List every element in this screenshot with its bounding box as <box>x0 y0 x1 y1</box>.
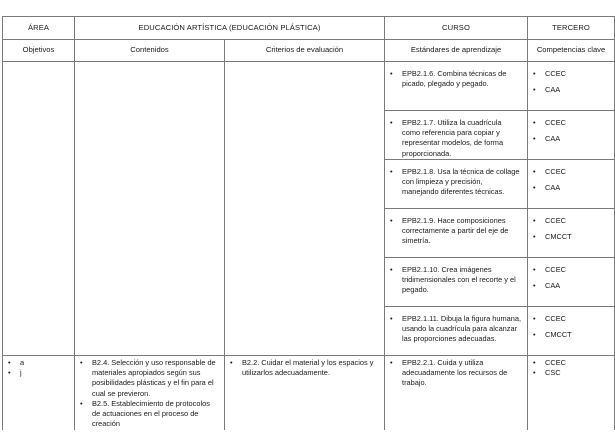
competencia-item: • CCEC <box>532 167 608 177</box>
column-header-row <box>3 40 615 62</box>
criterios-cell-empty <box>225 62 385 356</box>
competencia-item: • CCEC <box>532 265 608 275</box>
standard-text: • EPB2.1.8. Usa la técnica de collage con limpieza y precisión, manejando diferentes técnicas. <box>389 167 521 198</box>
standard-cell <box>385 111 528 160</box>
area-header: ÁREA <box>3 17 75 40</box>
contenido-item: • B2.5. Establecimiento de protocolos de actuaciones en el proceso de creación <box>79 399 218 430</box>
course-label: CURSO <box>385 17 528 40</box>
standard-text: • EPB2.1.10. Crea imágenes tridimensionales con el recorte y el pegado. <box>389 265 521 296</box>
competencia-item: • CMCCT <box>532 330 608 340</box>
curriculum-table <box>2 16 615 430</box>
contenido-item: • B2.4. Selección y uso responsable de materiales apropiados según sus posibilidades plásticas y el fin para el cual se previeron. <box>79 358 218 399</box>
competencia-item: • CCEC <box>532 358 608 368</box>
competencia-item: • CSC <box>532 368 608 378</box>
standard-cell <box>385 209 528 258</box>
criterio-cell <box>225 356 385 430</box>
competencias-cell <box>528 356 615 430</box>
column-header: Criterios de evaluación <box>225 40 385 62</box>
objetivo-item: • a <box>7 358 68 368</box>
column-header: Contenidos <box>75 40 225 62</box>
competencia-item: • CAA <box>532 134 608 144</box>
competencias-cell <box>528 307 615 356</box>
contenidos-cell <box>75 356 225 430</box>
standard-cell <box>385 62 528 111</box>
standard-text: • EPB2.1.11. Dibuja la figura humana, usando la cuadrícula para alcanzar las proporciones adecuadas. <box>389 314 521 345</box>
competencias-cell <box>528 111 615 160</box>
competencia-item: • CMCCT <box>532 232 608 242</box>
competencia-item: • CAA <box>532 281 608 291</box>
competencia-item: • CAA <box>532 183 608 193</box>
objetivos-cell <box>3 356 75 430</box>
competencias-cell <box>528 258 615 307</box>
competencia-item: • CCEC <box>532 314 608 324</box>
objetivo-item: • j <box>7 368 68 378</box>
competencias-cell <box>528 209 615 258</box>
contenidos-cell-empty <box>75 62 225 356</box>
column-header: Objetivos <box>3 40 75 62</box>
column-header: Estándares de aprendizaje <box>385 40 528 62</box>
course-value: TERCERO <box>528 17 615 40</box>
competencia-item: • CCEC <box>532 69 608 79</box>
table-row <box>3 356 615 430</box>
standard-cell <box>385 160 528 209</box>
criterio-item: • B2.2. Cuidar el material y los espacios y utilizarlos adecuadamente. <box>229 358 378 378</box>
competencias-cell <box>528 160 615 209</box>
standard-text: • EPB2.2.1. Cuida y utiliza adecuadamente los recursos de trabajo. <box>389 358 521 389</box>
subject-header: EDUCACIÓN ARTÍSTICA (EDUCACIÓN PLÁSTICA) <box>75 17 385 40</box>
competencia-item: • CCEC <box>532 216 608 226</box>
table-row <box>3 62 615 111</box>
header-row <box>3 17 615 40</box>
standard-cell <box>385 258 528 307</box>
competencia-item: • CCEC <box>532 118 608 128</box>
standard-text: • EPB2.1.9. Hace composiciones correctamente a partir del eje de simetría. <box>389 216 521 247</box>
standard-cell <box>385 307 528 356</box>
standard-cell <box>385 356 528 430</box>
objetivos-cell-empty <box>3 62 75 356</box>
competencia-item: • CAA <box>532 85 608 95</box>
column-header: Competencias clave <box>528 40 615 62</box>
standard-text: • EPB2.1.7. Utiliza la cuadrícula como referencia para copiar y representar modelos, de forma proporcionada. <box>389 118 521 159</box>
competencias-cell <box>528 62 615 111</box>
standard-text: • EPB2.1.6. Combina técnicas de picado, plegado y pegado. <box>389 69 521 89</box>
